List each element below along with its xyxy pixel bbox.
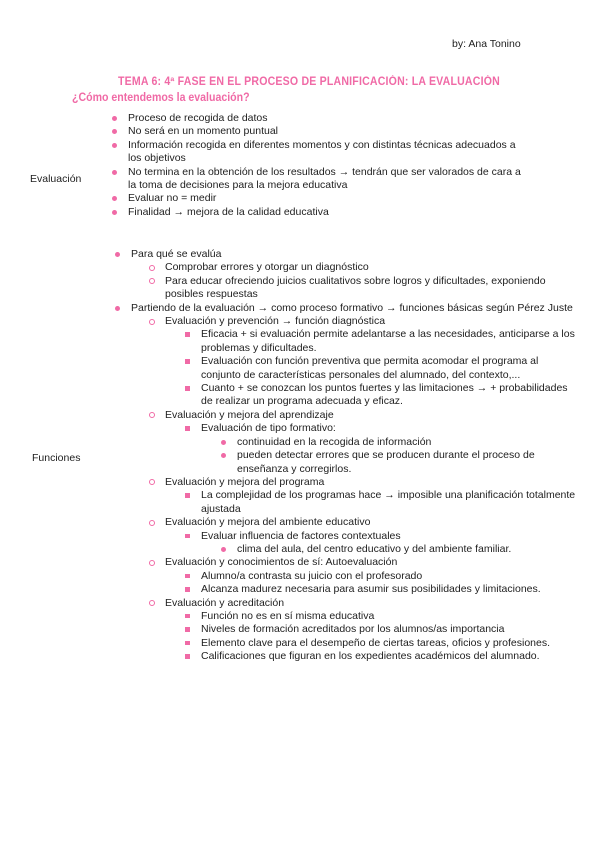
list-item: Información recogida en diferentes momentos y con distintas técnicas adecuados a los objetivos — [110, 139, 530, 166]
list-item: Para educar ofreciendo juicios cualitativos sobre logros y dificultades, exponiendo posibles respuestas — [113, 275, 578, 302]
list-item: Finalidad → mejora de la calidad educativa — [110, 206, 530, 219]
list-item: Alumno/a contrasta su juicio con el profesorado — [113, 570, 578, 583]
page-subtitle: ¿Cómo entendemos la evaluación? — [72, 92, 250, 104]
list-item-para-que: Para qué se evalúa — [113, 248, 578, 261]
list-item-programa: Evaluación y mejora del programa — [113, 476, 578, 489]
list-item: Evaluación con función preventiva que permita acomodar el programa al conjunto de características personales del alumnado, del contexto,... — [113, 355, 578, 382]
list-item: Proceso de recogida de datos — [110, 112, 530, 125]
list-item: La complejidad de los programas hace → imposible una planificación totalmente ajustada — [113, 489, 578, 516]
list-item: No será en un momento puntual — [110, 125, 530, 138]
list-item: pueden detectar errores que se producen durante el proceso de enseñanza y corregirlos. — [113, 449, 578, 476]
list-item-ambiente: Evaluación y mejora del ambiente educativo — [113, 516, 578, 529]
list-item: Cuanto + se conozcan los puntos fuertes y las limitaciones → + probabilidades de realizar un programa adecuada y eficaz. — [113, 382, 578, 409]
row-label-evaluacion: Evaluación — [30, 173, 82, 185]
evaluacion-list — [110, 112, 530, 219]
list-item: Niveles de formación acreditados por los alumnos/as importancia — [113, 623, 578, 636]
row-label-funciones: Funciones — [32, 452, 81, 464]
page-title: TEMA 6: 4ª FASE EN EL PROCESO DE PLANIFICACIÓN: LA EVALUACIÓN — [118, 76, 500, 88]
list-item: Evaluación de tipo formativo: — [113, 422, 578, 435]
list-item: No termina en la obtención de los resultados → tendrán que ser valorados de cara a la toma de decisiones para la mejora educativa — [110, 166, 530, 193]
list-item: Elemento clave para el desempeño de ciertas tareas, oficios y profesiones. — [113, 637, 578, 650]
author-credit: by: Ana Tonino — [452, 38, 521, 50]
list-item: Evaluar influencia de factores contextuales — [113, 530, 578, 543]
list-item-acreditacion: Evaluación y acreditación — [113, 597, 578, 610]
list-item-partiendo: Partiendo de la evaluación → como proceso formativo → funciones básicas según Pérez Juste — [113, 302, 578, 315]
list-item-autoevaluacion: Evaluación y conocimientos de sí: Autoevaluación — [113, 556, 578, 569]
list-item: continuidad en la recogida de información — [113, 436, 578, 449]
list-item: Comprobar errores y otorgar un diagnóstico — [113, 261, 578, 274]
list-item: Función no es en sí misma educativa — [113, 610, 578, 623]
list-item: Eficacia + si evaluación permite adelantarse a las necesidades, anticiparse a los problemas y dificultades. — [113, 328, 578, 355]
list-item: clima del aula, del centro educativo y del ambiente familiar. — [113, 543, 578, 556]
funciones-list — [113, 248, 578, 664]
list-item-prevencion: Evaluación y prevención → función diagnóstica — [113, 315, 578, 328]
list-item: Alcanza madurez necesaria para asumir sus posibilidades y limitaciones. — [113, 583, 578, 596]
list-item: Calificaciones que figuran en los expedientes académicos del alumnado. — [113, 650, 578, 663]
list-item-aprendizaje: Evaluación y mejora del aprendizaje — [113, 409, 578, 422]
list-item: Evaluar no = medir — [110, 192, 530, 205]
